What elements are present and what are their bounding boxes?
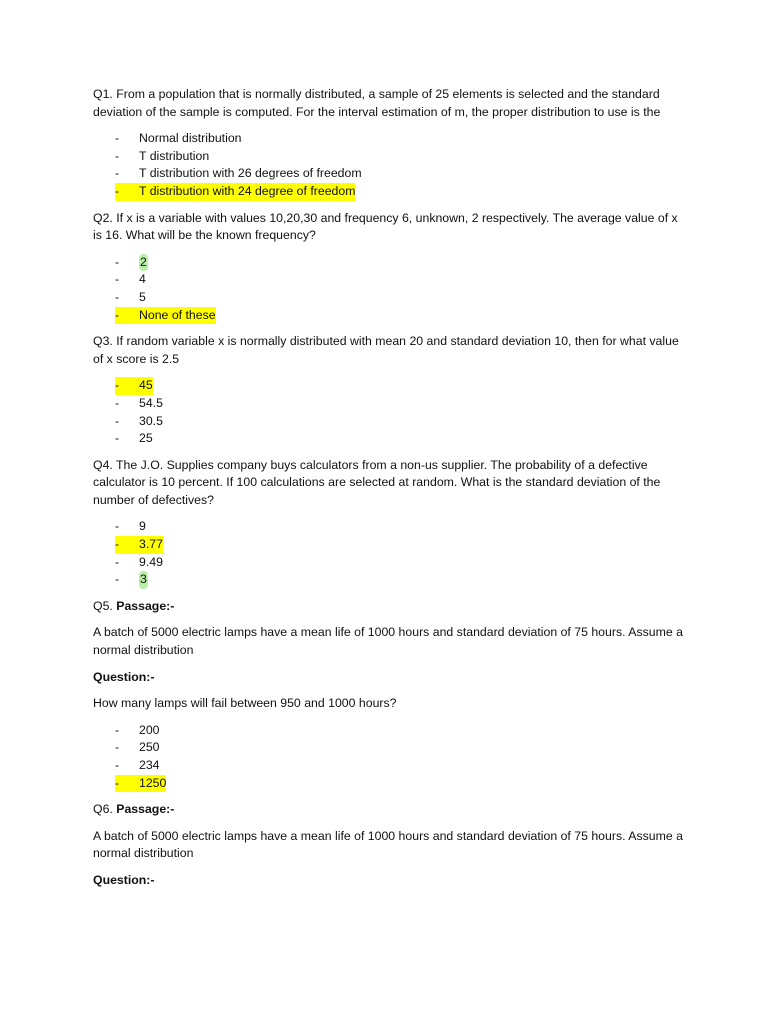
question-5-passage: A batch of 5000 electric lamps have a mean life of 1000 hours and standard deviation of 75 hours. Assume a normal distribution (93, 625, 683, 658)
option-label: 3 (139, 571, 148, 589)
option-item (93, 739, 683, 757)
question-5-question: How many lamps will fail between 950 and 1000 hours? (93, 696, 397, 711)
option-bullet: - (115, 307, 139, 325)
question-3-body: If random variable x is normally distributed with mean 20 and standard deviation 10, then for what value of x score is 2.5 (93, 334, 679, 366)
question-2-text (93, 210, 683, 245)
option-label: 54.5 (139, 395, 163, 410)
passage-label: Passage:- (116, 802, 175, 817)
question-2-body: If x is a variable with values 10,20,30 and frequency 6, unknown, 2 respectively. The average value of x is 16. What will be the known frequency? (93, 210, 678, 243)
question-3-number: Q3. (93, 334, 113, 349)
option-label: Normal distribution (139, 131, 242, 146)
option-bullet: - (115, 775, 139, 793)
option-label: 2 (139, 254, 148, 272)
option-label: 250 (139, 740, 160, 755)
question-3-text (93, 333, 683, 368)
option-label: 3.77 (139, 536, 163, 554)
option-item (93, 430, 683, 448)
option-bullet: - (115, 554, 120, 569)
option-item (93, 722, 683, 740)
option-item (93, 413, 683, 431)
option-item (93, 148, 683, 166)
option-bullet: - (115, 183, 139, 201)
question-1-number: Q1. (93, 87, 113, 101)
option-label: T distribution with 24 degree of freedom (139, 183, 355, 201)
question-5-number: Q5. (93, 598, 113, 613)
option-label: 4 (139, 272, 146, 287)
option-item (93, 571, 683, 589)
option-label: 30.5 (139, 413, 163, 428)
option-item (93, 254, 683, 272)
option-bullet: - (115, 536, 139, 554)
option-item (93, 183, 683, 201)
option-item (93, 554, 683, 572)
option-label: 9.49 (139, 554, 163, 569)
option-item (93, 757, 683, 775)
question-5-options (93, 722, 683, 792)
option-item (93, 395, 683, 413)
passage-label: Passage:- (116, 598, 175, 613)
option-item (93, 518, 683, 536)
question-6-question-label: Question:- (93, 872, 155, 887)
option-label: 200 (139, 722, 160, 737)
option-label: 5 (139, 289, 146, 304)
option-bullet: - (115, 289, 120, 304)
option-bullet: - (115, 431, 120, 446)
option-bullet: - (115, 254, 120, 269)
option-label: 1250 (139, 775, 166, 793)
question-4-number: Q4. (93, 457, 113, 472)
option-bullet: - (115, 413, 120, 428)
option-bullet: - (115, 572, 120, 587)
option-item (93, 377, 683, 395)
option-bullet: - (115, 166, 120, 181)
option-label: None of these (139, 307, 216, 325)
question-4-options (93, 518, 683, 588)
question-3-options (93, 377, 683, 447)
option-bullet: - (115, 758, 120, 772)
option-bullet: - (115, 740, 120, 755)
question-2-number: Q2. (93, 210, 113, 225)
option-bullet: - (115, 395, 120, 410)
option-bullet: - (115, 272, 120, 287)
question-4-text (93, 457, 683, 510)
option-label: 9 (139, 519, 146, 534)
option-bullet: - (115, 519, 120, 534)
option-bullet: - (115, 148, 120, 163)
document-body (93, 86, 683, 899)
option-item (93, 165, 683, 183)
option-item (93, 271, 683, 289)
option-bullet: - (115, 722, 120, 737)
question-1-text (93, 86, 683, 121)
option-item (93, 536, 683, 554)
question-5-question-label: Question:- (93, 669, 155, 684)
option-label: T distribution (139, 148, 210, 163)
option-item (93, 289, 683, 307)
option-bullet: - (115, 131, 120, 146)
option-bullet: - (115, 377, 139, 395)
option-label: T distribution with 26 degrees of freedom (139, 166, 362, 181)
question-6-number: Q6. (93, 802, 113, 817)
question-6-heading (93, 801, 683, 819)
option-label: 45 (139, 377, 153, 395)
question-6-passage: A batch of 5000 electric lamps have a mean life of 1000 hours and standard deviation of 75 hours. Assume a normal distribution (93, 828, 683, 861)
question-2-options (93, 254, 683, 324)
option-label: 25 (139, 431, 153, 446)
option-item (93, 307, 683, 325)
option-label: 234 (139, 758, 160, 772)
option-item (93, 775, 683, 793)
question-4-body: The J.O. Supplies company buys calculators from a non-us supplier. The probability of a defective calculator is 10 percent. If 100 calculations are selected at random. What is the standard deviation of the number of defectives? (93, 457, 661, 507)
question-5-heading (93, 598, 683, 616)
question-1-options (93, 130, 683, 200)
option-item (93, 130, 683, 148)
question-1-body: From a population that is normally distributed, a sample of 25 elements is selected and the standard deviation of the sample is computed. For the interval estimation of m, the proper distribution to use is the (93, 87, 661, 119)
